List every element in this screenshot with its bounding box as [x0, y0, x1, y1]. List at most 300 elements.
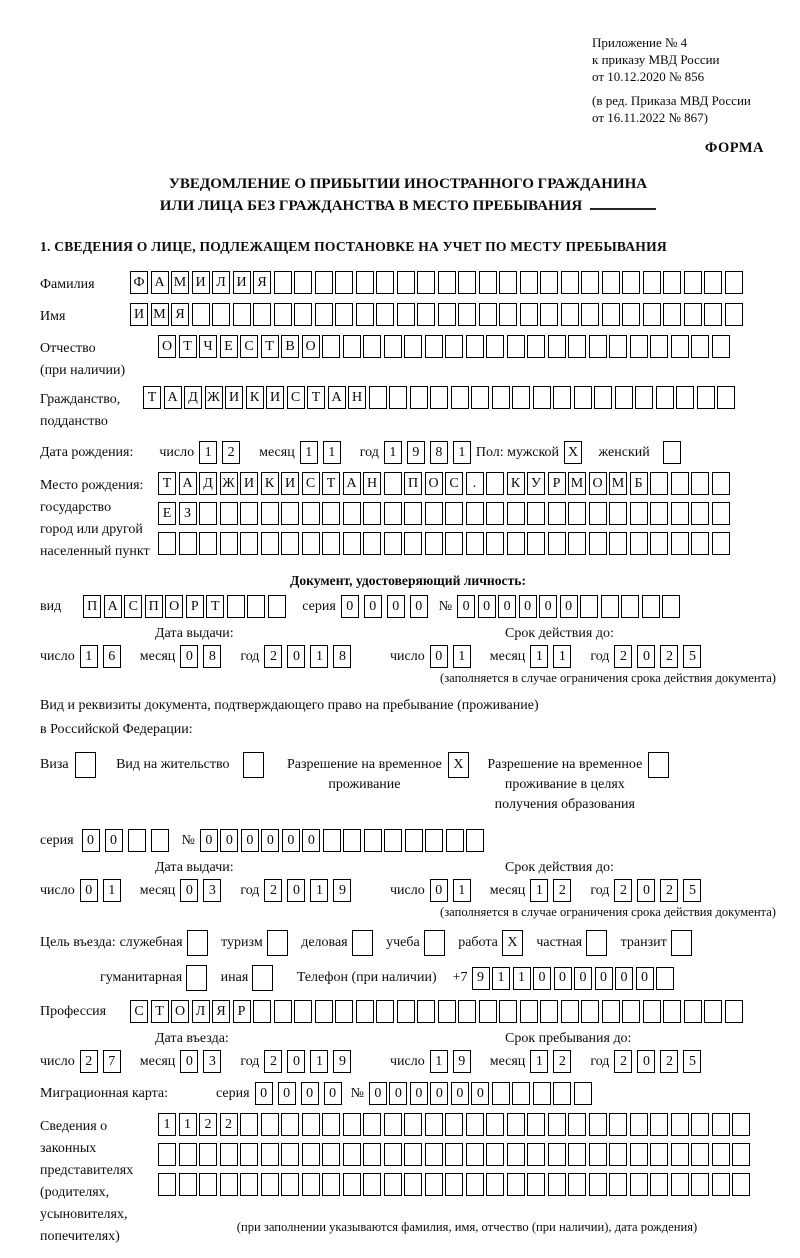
doc-type-char-box[interactable]: П — [83, 595, 101, 618]
stay-number-box[interactable] — [405, 829, 423, 852]
representative-char-box[interactable] — [466, 1113, 484, 1136]
birthplace-char-box[interactable] — [302, 532, 320, 555]
representative-char-box[interactable] — [486, 1113, 504, 1136]
birthplace-char-box[interactable] — [384, 472, 402, 495]
name-char-box[interactable]: М — [151, 303, 169, 326]
doc-issue-day-box[interactable]: 6 — [103, 645, 121, 668]
patronymic-char-box[interactable] — [507, 335, 525, 358]
stay-until-year-box[interactable]: 2 — [614, 1050, 632, 1073]
birthplace-char-box[interactable]: Т — [158, 472, 176, 495]
patronymic-char-box[interactable] — [671, 335, 689, 358]
birthplace-char-box[interactable]: У — [527, 472, 545, 495]
citizenship-char-box[interactable]: С — [287, 386, 305, 409]
birthplace-char-box[interactable] — [486, 532, 504, 555]
birthplace-char-box[interactable] — [240, 532, 258, 555]
surname-char-box[interactable] — [622, 271, 640, 294]
birthplace-char-box[interactable]: И — [240, 472, 258, 495]
patronymic-char-box[interactable] — [363, 335, 381, 358]
stay-number-box[interactable]: 0 — [261, 829, 279, 852]
doc-number-box[interactable]: 0 — [498, 595, 516, 618]
representative-char-box[interactable] — [281, 1173, 299, 1196]
purpose-sluzhebnaya-checkbox[interactable] — [187, 930, 208, 956]
name-char-box[interactable] — [192, 303, 210, 326]
birthplace-char-box[interactable]: М — [568, 472, 586, 495]
birthplace-char-box[interactable] — [568, 502, 586, 525]
migration-number-box[interactable] — [512, 1082, 530, 1105]
birthplace-char-box[interactable]: Б — [630, 472, 648, 495]
stay-until-month-box[interactable]: 1 — [530, 1050, 548, 1073]
representative-char-box[interactable] — [302, 1113, 320, 1136]
name-char-box[interactable]: Я — [171, 303, 189, 326]
name-char-box[interactable] — [397, 303, 415, 326]
stay-number-box[interactable]: 0 — [220, 829, 238, 852]
birthplace-char-box[interactable]: К — [261, 472, 279, 495]
profession-char-box[interactable] — [315, 1000, 333, 1023]
migration-seriya-box[interactable]: 0 — [301, 1082, 319, 1105]
birthplace-char-box[interactable] — [466, 532, 484, 555]
patronymic-char-box[interactable]: Т — [261, 335, 279, 358]
birth-day-box[interactable]: 1 — [199, 441, 217, 464]
doc-type-char-box[interactable] — [247, 595, 265, 618]
representative-char-box[interactable] — [261, 1113, 279, 1136]
doc-valid-month-box[interactable]: 1 — [553, 645, 571, 668]
stay-number-box[interactable]: 0 — [200, 829, 218, 852]
citizenship-char-box[interactable]: Н — [348, 386, 366, 409]
profession-char-box[interactable] — [397, 1000, 415, 1023]
stay-number-box[interactable]: 0 — [302, 829, 320, 852]
doc-number-box[interactable] — [662, 595, 680, 618]
citizenship-char-box[interactable]: Д — [184, 386, 202, 409]
name-char-box[interactable] — [417, 303, 435, 326]
representative-char-box[interactable] — [650, 1173, 668, 1196]
profession-char-box[interactable] — [520, 1000, 538, 1023]
doc-seriya-box[interactable]: 0 — [387, 595, 405, 618]
entry-day-box[interactable]: 7 — [103, 1050, 121, 1073]
birthplace-char-box[interactable] — [261, 502, 279, 525]
profession-char-box[interactable]: Р — [233, 1000, 251, 1023]
birthplace-char-box[interactable] — [691, 502, 709, 525]
birthplace-char-box[interactable] — [425, 532, 443, 555]
birthplace-char-box[interactable] — [527, 502, 545, 525]
name-char-box[interactable] — [561, 303, 579, 326]
patronymic-char-box[interactable]: Т — [179, 335, 197, 358]
representative-char-box[interactable] — [384, 1173, 402, 1196]
patronymic-char-box[interactable] — [650, 335, 668, 358]
representative-char-box[interactable] — [507, 1113, 525, 1136]
citizenship-char-box[interactable]: И — [266, 386, 284, 409]
phone-digit-box[interactable]: 0 — [533, 967, 551, 990]
surname-char-box[interactable]: Я — [253, 271, 271, 294]
representative-char-box[interactable] — [527, 1113, 545, 1136]
patronymic-char-box[interactable] — [343, 335, 361, 358]
birthplace-char-box[interactable] — [343, 502, 361, 525]
surname-char-box[interactable] — [479, 271, 497, 294]
doc-issue-year-box[interactable]: 0 — [287, 645, 305, 668]
representative-char-box[interactable] — [548, 1113, 566, 1136]
birthplace-char-box[interactable]: П — [404, 472, 422, 495]
doc-type-char-box[interactable]: Р — [186, 595, 204, 618]
representative-char-box[interactable] — [589, 1173, 607, 1196]
profession-char-box[interactable] — [458, 1000, 476, 1023]
stay-number-box[interactable] — [466, 829, 484, 852]
citizenship-char-box[interactable] — [389, 386, 407, 409]
citizenship-char-box[interactable]: К — [246, 386, 264, 409]
representative-char-box[interactable] — [404, 1173, 422, 1196]
migration-seriya-box[interactable]: 0 — [324, 1082, 342, 1105]
birth-year-box[interactable]: 1 — [384, 441, 402, 464]
phone-digit-box[interactable]: 9 — [472, 967, 490, 990]
visa-checkbox[interactable] — [75, 752, 96, 778]
birthplace-char-box[interactable] — [486, 502, 504, 525]
doc-issue-year-box[interactable]: 1 — [310, 645, 328, 668]
surname-char-box[interactable] — [602, 271, 620, 294]
phone-digit-box[interactable]: 1 — [513, 967, 531, 990]
name-char-box[interactable] — [725, 303, 743, 326]
purpose-ucheba-checkbox[interactable] — [424, 930, 445, 956]
stay-issue-day-box[interactable]: 0 — [80, 879, 98, 902]
doc-number-box[interactable]: 0 — [478, 595, 496, 618]
phone-digit-box[interactable]: 0 — [636, 967, 654, 990]
profession-char-box[interactable] — [499, 1000, 517, 1023]
birthplace-char-box[interactable]: Д — [199, 472, 217, 495]
profession-char-box[interactable] — [479, 1000, 497, 1023]
name-char-box[interactable] — [253, 303, 271, 326]
representative-char-box[interactable] — [404, 1113, 422, 1136]
birthplace-char-box[interactable]: О — [589, 472, 607, 495]
stay-issue-year-box[interactable]: 0 — [287, 879, 305, 902]
surname-char-box[interactable]: И — [233, 271, 251, 294]
migration-number-box[interactable] — [533, 1082, 551, 1105]
surname-char-box[interactable]: Л — [212, 271, 230, 294]
doc-valid-year-box[interactable]: 2 — [660, 645, 678, 668]
birthplace-char-box[interactable] — [609, 532, 627, 555]
representative-char-box[interactable] — [281, 1113, 299, 1136]
name-char-box[interactable] — [356, 303, 374, 326]
surname-char-box[interactable]: Ф — [130, 271, 148, 294]
birthplace-char-box[interactable]: И — [281, 472, 299, 495]
representative-char-box[interactable] — [568, 1113, 586, 1136]
profession-char-box[interactable] — [561, 1000, 579, 1023]
birthplace-char-box[interactable] — [671, 472, 689, 495]
profession-char-box[interactable] — [643, 1000, 661, 1023]
surname-char-box[interactable] — [663, 271, 681, 294]
birthplace-char-box[interactable] — [404, 532, 422, 555]
migration-number-box[interactable]: 0 — [430, 1082, 448, 1105]
birthplace-char-box[interactable] — [363, 502, 381, 525]
birth-year-box[interactable]: 9 — [407, 441, 425, 464]
surname-char-box[interactable] — [417, 271, 435, 294]
representative-char-box[interactable] — [343, 1113, 361, 1136]
surname-char-box[interactable] — [397, 271, 415, 294]
name-char-box[interactable] — [335, 303, 353, 326]
birthplace-char-box[interactable]: А — [179, 472, 197, 495]
migration-number-box[interactable] — [553, 1082, 571, 1105]
sex-female-checkbox[interactable] — [663, 441, 681, 464]
representative-char-box[interactable] — [363, 1113, 381, 1136]
stay-until-day-box[interactable]: 1 — [430, 1050, 448, 1073]
surname-char-box[interactable] — [540, 271, 558, 294]
patronymic-char-box[interactable] — [589, 335, 607, 358]
doc-type-char-box[interactable]: С — [124, 595, 142, 618]
patronymic-char-box[interactable] — [630, 335, 648, 358]
birthplace-char-box[interactable]: М — [609, 472, 627, 495]
doc-issue-day-box[interactable]: 1 — [80, 645, 98, 668]
birthplace-char-box[interactable] — [691, 532, 709, 555]
migration-number-box[interactable]: 0 — [471, 1082, 489, 1105]
representative-char-box[interactable] — [732, 1173, 750, 1196]
stay-issue-month-box[interactable]: 0 — [180, 879, 198, 902]
citizenship-char-box[interactable] — [676, 386, 694, 409]
doc-number-box[interactable] — [621, 595, 639, 618]
birthplace-char-box[interactable]: К — [507, 472, 525, 495]
birthplace-char-box[interactable] — [220, 532, 238, 555]
doc-number-box[interactable]: 0 — [457, 595, 475, 618]
patronymic-char-box[interactable] — [322, 335, 340, 358]
doc-issue-month-box[interactable]: 0 — [180, 645, 198, 668]
representative-char-box[interactable] — [343, 1173, 361, 1196]
surname-char-box[interactable] — [335, 271, 353, 294]
birthplace-char-box[interactable] — [179, 532, 197, 555]
representative-char-box[interactable] — [691, 1173, 709, 1196]
citizenship-char-box[interactable]: Т — [307, 386, 325, 409]
surname-char-box[interactable] — [561, 271, 579, 294]
representative-char-box[interactable] — [158, 1173, 176, 1196]
birthplace-char-box[interactable] — [158, 532, 176, 555]
entry-month-box[interactable]: 3 — [203, 1050, 221, 1073]
doc-number-box[interactable] — [601, 595, 619, 618]
stay-until-day-box[interactable]: 9 — [453, 1050, 471, 1073]
birthplace-char-box[interactable] — [281, 532, 299, 555]
representative-char-box[interactable] — [445, 1173, 463, 1196]
birthplace-char-box[interactable]: С — [445, 472, 463, 495]
representative-char-box[interactable] — [240, 1113, 258, 1136]
stay-seriya-box[interactable]: 0 — [105, 829, 123, 852]
doc-number-box[interactable] — [580, 595, 598, 618]
surname-char-box[interactable] — [520, 271, 538, 294]
stay-issue-year-box[interactable]: 9 — [333, 879, 351, 902]
birthplace-char-box[interactable] — [712, 532, 730, 555]
profession-char-box[interactable] — [438, 1000, 456, 1023]
doc-seriya-box[interactable]: 0 — [341, 595, 359, 618]
patronymic-char-box[interactable]: О — [302, 335, 320, 358]
representative-char-box[interactable] — [425, 1113, 443, 1136]
purpose-turizm-checkbox[interactable] — [267, 930, 288, 956]
birthplace-char-box[interactable] — [322, 502, 340, 525]
birthplace-char-box[interactable] — [712, 472, 730, 495]
purpose-chastnaya-checkbox[interactable] — [586, 930, 607, 956]
profession-char-box[interactable] — [663, 1000, 681, 1023]
representative-char-box[interactable] — [609, 1173, 627, 1196]
sex-male-checkbox[interactable]: X — [564, 441, 582, 464]
representative-char-box[interactable] — [507, 1173, 525, 1196]
entry-year-box[interactable]: 2 — [264, 1050, 282, 1073]
profession-char-box[interactable] — [704, 1000, 722, 1023]
surname-char-box[interactable]: А — [151, 271, 169, 294]
surname-char-box[interactable] — [356, 271, 374, 294]
migration-seriya-box[interactable]: 0 — [278, 1082, 296, 1105]
stay-valid-year-box[interactable]: 0 — [637, 879, 655, 902]
citizenship-char-box[interactable] — [574, 386, 592, 409]
birthplace-char-box[interactable] — [425, 502, 443, 525]
name-char-box[interactable] — [376, 303, 394, 326]
representative-char-box[interactable] — [220, 1173, 238, 1196]
migration-number-box[interactable] — [574, 1082, 592, 1105]
temp-residence-checkbox[interactable]: X — [448, 752, 469, 778]
profession-char-box[interactable] — [602, 1000, 620, 1023]
phone-digit-box[interactable]: 0 — [554, 967, 572, 990]
stay-seriya-box[interactable] — [151, 829, 169, 852]
birthplace-char-box[interactable] — [384, 502, 402, 525]
birthplace-char-box[interactable] — [650, 532, 668, 555]
patronymic-char-box[interactable]: О — [158, 335, 176, 358]
residence-permit-checkbox[interactable] — [243, 752, 264, 778]
stay-until-year-box[interactable]: 5 — [683, 1050, 701, 1073]
birthplace-char-box[interactable]: . — [466, 472, 484, 495]
citizenship-char-box[interactable]: Ж — [205, 386, 223, 409]
birthplace-char-box[interactable] — [691, 472, 709, 495]
citizenship-char-box[interactable] — [451, 386, 469, 409]
birthplace-char-box[interactable] — [466, 502, 484, 525]
stay-seriya-box[interactable] — [128, 829, 146, 852]
surname-char-box[interactable] — [704, 271, 722, 294]
purpose-inaya-checkbox[interactable] — [252, 965, 273, 991]
stay-issue-year-box[interactable]: 1 — [310, 879, 328, 902]
name-char-box[interactable] — [602, 303, 620, 326]
birthplace-char-box[interactable] — [630, 502, 648, 525]
birthplace-char-box[interactable]: Н — [363, 472, 381, 495]
birthplace-char-box[interactable]: О — [425, 472, 443, 495]
profession-char-box[interactable] — [684, 1000, 702, 1023]
representative-char-box[interactable] — [712, 1173, 730, 1196]
doc-valid-year-box[interactable]: 2 — [614, 645, 632, 668]
representative-char-box[interactable] — [671, 1173, 689, 1196]
phone-digit-box[interactable]: 0 — [615, 967, 633, 990]
name-char-box[interactable] — [212, 303, 230, 326]
surname-char-box[interactable] — [499, 271, 517, 294]
doc-valid-year-box[interactable]: 0 — [637, 645, 655, 668]
entry-day-box[interactable]: 2 — [80, 1050, 98, 1073]
birthplace-char-box[interactable]: С — [302, 472, 320, 495]
patronymic-char-box[interactable] — [527, 335, 545, 358]
birth-year-box[interactable]: 1 — [453, 441, 471, 464]
stay-until-year-box[interactable]: 0 — [637, 1050, 655, 1073]
birthplace-char-box[interactable] — [281, 502, 299, 525]
doc-valid-day-box[interactable]: 0 — [430, 645, 448, 668]
profession-char-box[interactable] — [725, 1000, 743, 1023]
surname-char-box[interactable] — [725, 271, 743, 294]
name-char-box[interactable] — [438, 303, 456, 326]
migration-number-box[interactable]: 0 — [369, 1082, 387, 1105]
representative-char-box[interactable] — [630, 1173, 648, 1196]
birthplace-char-box[interactable] — [220, 502, 238, 525]
doc-issue-year-box[interactable]: 2 — [264, 645, 282, 668]
surname-char-box[interactable] — [643, 271, 661, 294]
doc-valid-day-box[interactable]: 1 — [453, 645, 471, 668]
birthplace-char-box[interactable] — [589, 532, 607, 555]
patronymic-char-box[interactable] — [384, 335, 402, 358]
representative-char-box[interactable] — [302, 1173, 320, 1196]
doc-valid-month-box[interactable]: 1 — [530, 645, 548, 668]
representative-char-box[interactable] — [589, 1113, 607, 1136]
profession-char-box[interactable]: О — [171, 1000, 189, 1023]
stay-issue-year-box[interactable]: 2 — [264, 879, 282, 902]
entry-year-box[interactable]: 9 — [333, 1050, 351, 1073]
patronymic-char-box[interactable] — [691, 335, 709, 358]
birthplace-char-box[interactable] — [404, 502, 422, 525]
patronymic-char-box[interactable] — [486, 335, 504, 358]
citizenship-char-box[interactable] — [410, 386, 428, 409]
profession-char-box[interactable] — [622, 1000, 640, 1023]
name-char-box[interactable] — [704, 303, 722, 326]
entry-month-box[interactable]: 0 — [180, 1050, 198, 1073]
temp-residence-edu-checkbox[interactable] — [648, 752, 669, 778]
doc-type-char-box[interactable]: П — [145, 595, 163, 618]
profession-char-box[interactable]: Т — [151, 1000, 169, 1023]
birthplace-char-box[interactable] — [199, 502, 217, 525]
patronymic-char-box[interactable]: Ч — [199, 335, 217, 358]
birthplace-char-box[interactable] — [548, 532, 566, 555]
migration-number-box[interactable]: 0 — [410, 1082, 428, 1105]
stay-valid-year-box[interactable]: 2 — [614, 879, 632, 902]
birth-year-box[interactable]: 8 — [430, 441, 448, 464]
citizenship-char-box[interactable] — [512, 386, 530, 409]
doc-type-char-box[interactable] — [227, 595, 245, 618]
profession-char-box[interactable] — [581, 1000, 599, 1023]
stay-number-box[interactable]: 0 — [241, 829, 259, 852]
purpose-rabota-checkbox[interactable]: X — [502, 930, 523, 956]
representative-char-box[interactable] — [609, 1113, 627, 1136]
entry-year-box[interactable]: 0 — [287, 1050, 305, 1073]
birthplace-char-box[interactable] — [568, 532, 586, 555]
name-char-box[interactable] — [581, 303, 599, 326]
migration-seriya-box[interactable]: 0 — [255, 1082, 273, 1105]
representative-char-box[interactable] — [384, 1113, 402, 1136]
stay-valid-year-box[interactable]: 2 — [660, 879, 678, 902]
patronymic-char-box[interactable]: С — [240, 335, 258, 358]
representative-char-box[interactable] — [240, 1173, 258, 1196]
name-char-box[interactable]: И — [130, 303, 148, 326]
birthplace-char-box[interactable] — [363, 532, 381, 555]
birthplace-char-box[interactable] — [671, 502, 689, 525]
patronymic-char-box[interactable] — [445, 335, 463, 358]
surname-char-box[interactable] — [684, 271, 702, 294]
doc-issue-month-box[interactable]: 8 — [203, 645, 221, 668]
entry-year-box[interactable]: 1 — [310, 1050, 328, 1073]
representative-char-box[interactable] — [630, 1113, 648, 1136]
doc-type-char-box[interactable]: Т — [206, 595, 224, 618]
citizenship-char-box[interactable] — [471, 386, 489, 409]
doc-number-box[interactable]: 0 — [539, 595, 557, 618]
name-char-box[interactable] — [622, 303, 640, 326]
representative-char-box[interactable] — [466, 1173, 484, 1196]
surname-char-box[interactable] — [458, 271, 476, 294]
citizenship-char-box[interactable] — [369, 386, 387, 409]
stay-until-month-box[interactable]: 2 — [553, 1050, 571, 1073]
stay-valid-month-box[interactable]: 2 — [553, 879, 571, 902]
birthplace-char-box[interactable]: Р — [548, 472, 566, 495]
name-char-box[interactable] — [479, 303, 497, 326]
profession-char-box[interactable]: С — [130, 1000, 148, 1023]
profession-char-box[interactable] — [356, 1000, 374, 1023]
doc-seriya-box[interactable]: 0 — [364, 595, 382, 618]
representative-char-box[interactable]: 2 — [199, 1113, 217, 1136]
profession-char-box[interactable] — [376, 1000, 394, 1023]
representative-char-box[interactable]: 1 — [158, 1113, 176, 1136]
phone-digit-box[interactable] — [656, 967, 674, 990]
migration-number-box[interactable]: 0 — [451, 1082, 469, 1105]
citizenship-char-box[interactable] — [533, 386, 551, 409]
representative-char-box[interactable]: 1 — [179, 1113, 197, 1136]
